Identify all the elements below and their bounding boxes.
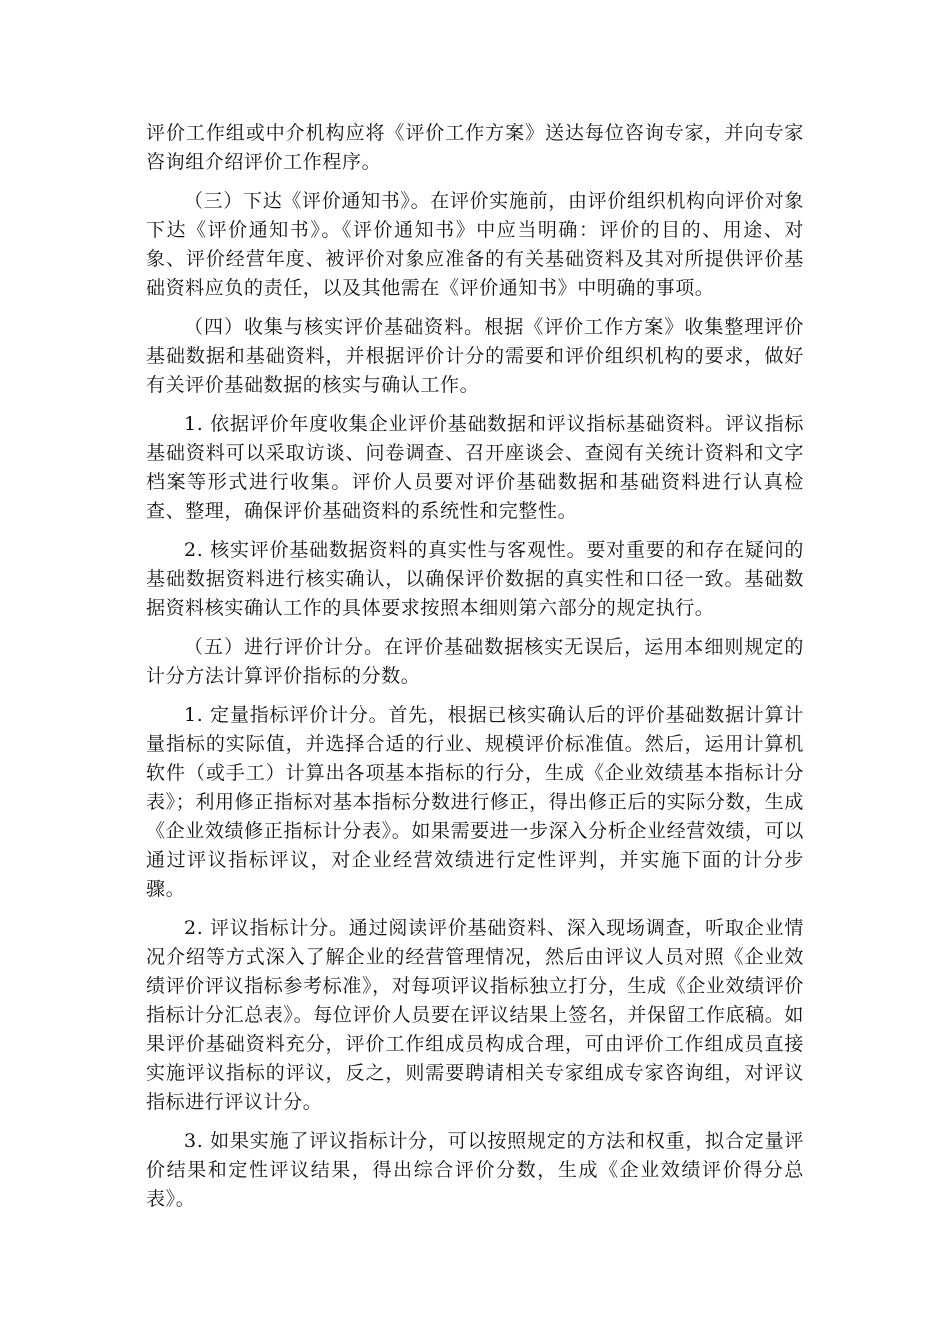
paragraph-section-4-item-1: 1. 依据评价年度收集企业评价基础数据和评议指标基础资料。评议指标基础资料可以采取访谈、问卷调查、召开座谈会、查阅有关统计资料和文字档案等形式进行收集。评价人员要对评价基础数据和基础资料进行认真检查、整理，确保评价基础资料的系统性和完整性。 <box>146 413 804 522</box>
paragraph-section-3: （三）下达《评价通知书》。在评价实施前，由评价组织机构向评价对象下达《评价通知书》。《评价通知书》中应当明确：评价的目的、用途、对象、评价经营年度、被评价对象应准备的有关基础资料及其对所提供评价基础资料应负的责任，以及其他需在《评价通知书》中明确的事项。 <box>146 190 804 299</box>
paragraph-section-5-item-3: 3. 如果实施了评议指标计分，可以按照规定的方法和权重，拟合定量评价结果和定性评议结果，得出综合评价分数，生成《企业效绩评价得分总表》。 <box>146 1130 804 1210</box>
paragraph-section-5: （五）进行评价计分。在评价基础数据核实无误后，运用本细则规定的计分方法计算评价指标的分数。 <box>146 636 804 687</box>
paragraph-section-5-item-2: 2. 评议指标计分。通过阅读评价基础资料、深入现场调查，听取企业情况介绍等方式深入了解企业的经营管理情况，然后由评议人员对照《企业效绩评价评议指标参考标准》，对每项评议指标独立打分，生成《企业效绩评价指标计分汇总表》。每位评价人员要在评议结果上签名，并保留工作底稿。如果评价基础资料充分，评价工作组成员构成合理，可由评价工作组成员直接实施评议指标的评议，反之，则需要聘请相关专家组成专家咨询组，对评议指标进行评议计分。 <box>146 917 804 1113</box>
paragraph-section-4-item-2: 2. 核实评价基础数据资料的真实性与客观性。要对重要的和存在疑问的基础数据资料进行核实确认，以确保评价数据的真实性和口径一致。基础数据资料核实确认工作的具体要求按照本细则第六部分的规定执行。 <box>146 539 804 619</box>
paragraph-section-5-item-1: 1. 定量指标评价计分。首先，根据已核实确认后的评价基础数据计算计量指标的实际值，并选择合适的行业、规模评价标准值。然后，运用计算机软件（或手工）计算出各项基本指标的行分，生成《企业效绩基本指标计分表》；利用修正指标对基本指标分数进行修正，得出修正后的实际分数，生成《企业效绩修正指标计分表》。如果需要进一步深入分析企业经营效绩，可以通过评议指标评议，对企业经营效绩进行定性评判，并实施下面的计分步骤。 <box>146 704 804 900</box>
paragraph-section-4: （四）收集与核实评价基础资料。根据《评价工作方案》收集整理评价基础数据和基础资料，并根据评价计分的需要和评价组织机构的要求，做好有关评价基础数据的核实与确认工作。 <box>146 316 804 396</box>
document-body <box>146 119 804 1224</box>
paragraph-continuation: 评价工作组或中介机构应将《评价工作方案》送达每位咨询专家，并向专家咨询组介绍评价工作程序。 <box>146 122 804 173</box>
